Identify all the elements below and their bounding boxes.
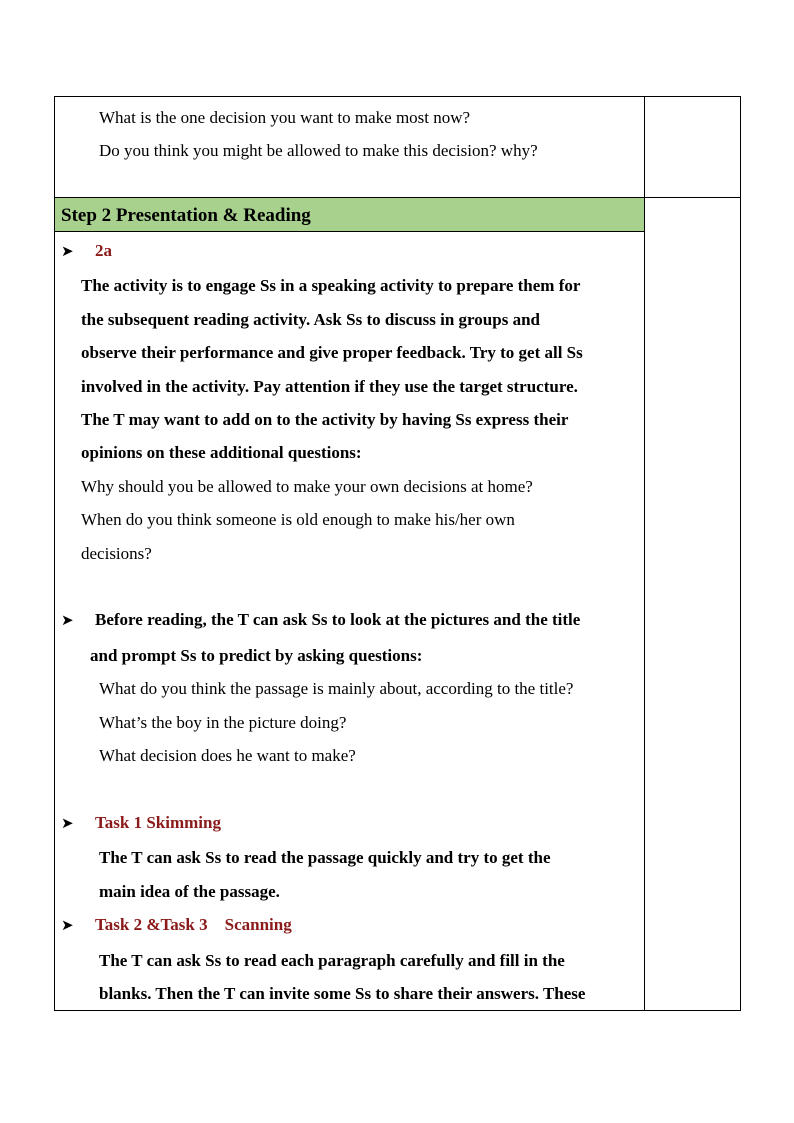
arrowhead-bullet-icon: ➤ [61,244,74,260]
task-label: Task 2 &Task 3 Scanning [95,915,292,935]
task1-heading [55,806,644,841]
task23-heading [55,908,644,943]
section-label: 2a [95,241,112,260]
before-reading-item [55,603,644,638]
step1-questions-cell [55,97,645,198]
instruction-line: The T can ask Ss to read the passage quickly and try to get the [99,848,551,868]
arrowhead-bullet-icon: ➤ [61,613,74,630]
question-line: decisions? [81,543,152,563]
arrowhead-bullet-icon: ➤ [61,918,74,935]
instruction-line: The T may want to add on to the activity by having Ss express their [81,410,569,430]
question-line: Do you think you might be allowed to make this decision? why? [99,141,538,161]
instruction-line: The T can ask Ss to read each paragraph carefully and fill in the [99,950,565,970]
question-line: What is the one decision you want to make most now? [99,108,471,127]
notes-cell [645,198,741,1011]
instruction-line: Before reading, the T can ask Ss to look at the pictures and the title [95,610,581,630]
question-line: When do you think someone is old enough to make his/her own [81,510,515,530]
question-line: What do you think the passage is mainly about, according to the title? [99,679,574,699]
table-row [55,97,741,198]
question-line: What’s the boy in the picture doing? [99,712,347,732]
section-2a-heading [55,234,644,269]
notes-cell [645,97,741,198]
step2-header: Step 2 Presentation & Reading [55,198,644,232]
table-row [55,198,741,1011]
instruction-line: main idea of the passage. [99,881,280,901]
question-line: Why should you be allowed to make your own decisions at home? [81,476,533,496]
instruction-line: The activity is to engage Ss in a speaking activity to prepare them for [81,276,581,296]
arrowhead-bullet-icon: ➤ [61,815,74,832]
instruction-line: blanks. Then the T can invite some Ss to share their answers. These [99,983,586,1003]
lesson-plan-table [54,96,741,1011]
instruction-line: the subsequent reading activity. Ask Ss to discuss in groups and [81,309,540,329]
instruction-line: involved in the activity. Pay attention if they use the target structure. [81,376,578,396]
step2-cell [55,198,645,1011]
question-line: What decision does he want to make? [99,746,356,766]
instruction-line: opinions on these additional questions: [81,443,362,463]
instruction-line: and prompt Ss to predict by asking questions: [90,645,423,665]
task-label: Task 1 Skimming [95,812,221,832]
instruction-line: observe their performance and give proper feedback. Try to get all Ss [81,343,583,363]
